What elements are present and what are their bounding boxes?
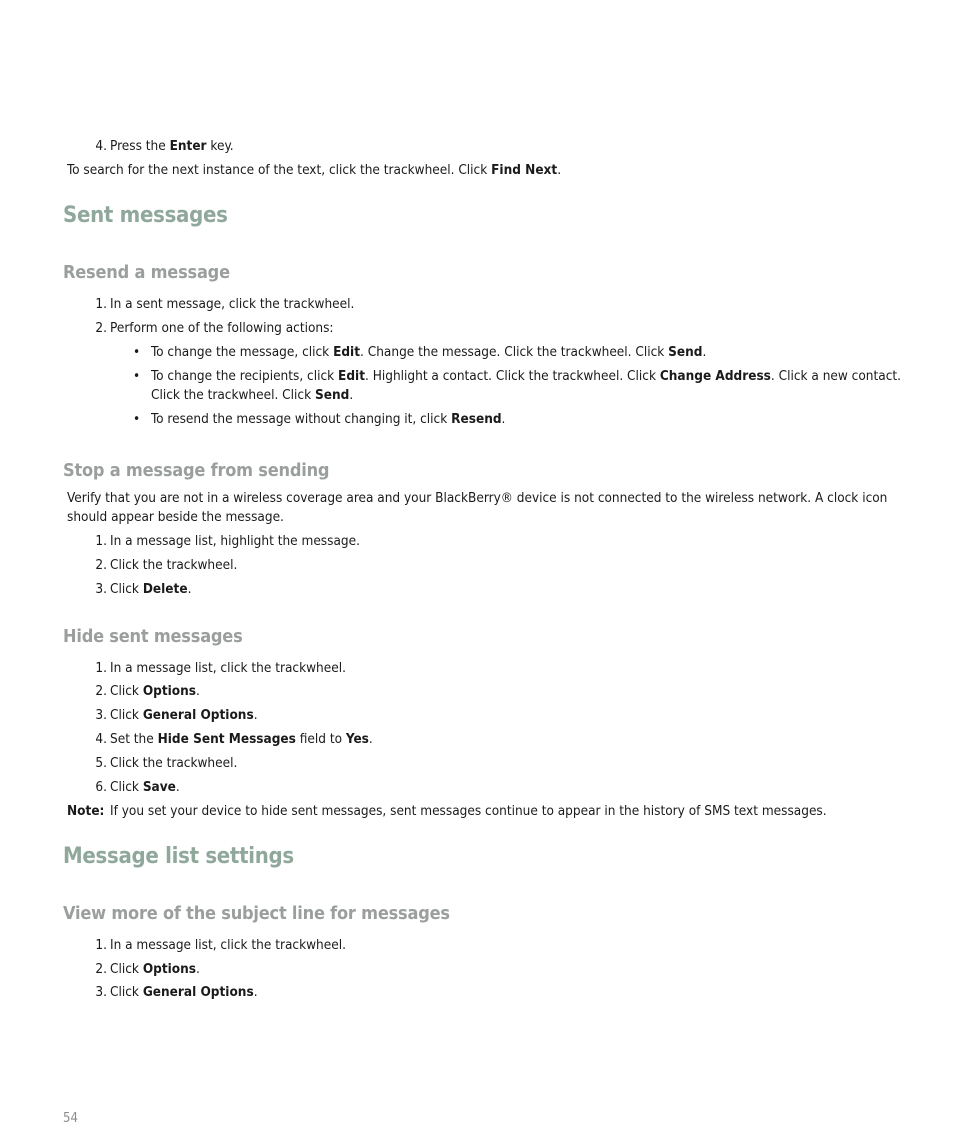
step-number: 2.: [95, 961, 107, 977]
list-item: [87, 138, 234, 154]
subheading-view-more-subject: View more of the subject line for messages: [63, 903, 450, 924]
step-text: Press the Enter key.: [110, 138, 234, 154]
step-number: 2.: [95, 320, 107, 336]
section-heading-message-list-settings: Message list settings: [63, 844, 294, 869]
bullet-text-continuation: Click the trackwheel. Click Send.: [151, 387, 354, 403]
step-text: In a message list, click the trackwheel.: [110, 937, 346, 953]
step-text: Click General Options.: [110, 984, 258, 1000]
step-number: 1.: [95, 660, 107, 676]
note-text: If you set your device to hide sent messages, sent messages continue to appear in the history of SMS text messages.: [110, 803, 827, 819]
step-number: 5.: [95, 755, 107, 771]
note-label: Note:: [67, 803, 105, 819]
step-text: Click Options.: [110, 683, 200, 699]
step-number: 2.: [95, 557, 107, 573]
list-item: [87, 683, 200, 699]
list-item: [87, 961, 200, 977]
step-text: Click the trackwheel.: [110, 755, 238, 771]
list-item: [87, 320, 334, 336]
step-number: 3.: [95, 984, 107, 1000]
search-note: To search for the next instance of the text, click the trackwheel. Click Find Next.: [67, 162, 562, 178]
bullet-text: To resend the message without changing it, click Resend.: [151, 411, 506, 427]
step-number: 1.: [95, 937, 107, 953]
list-item: [87, 557, 238, 573]
step-text: Click Options.: [110, 961, 200, 977]
stop-intro-line: Verify that you are not in a wireless coverage area and your BlackBerry® device is not connected to the wireless network. A clock icon: [67, 490, 888, 506]
subheading-resend-message: Resend a message: [63, 262, 230, 283]
step-number: 3.: [95, 581, 107, 597]
step-text: In a message list, highlight the message.: [110, 533, 360, 549]
bullet-icon: •: [133, 344, 141, 360]
step-text: Perform one of the following actions:: [110, 320, 334, 336]
bullet-text: To change the recipients, click Edit. Highlight a contact. Click the trackwheel. Click Change Address. Click a new contact.: [151, 368, 901, 384]
list-item: [87, 296, 355, 312]
list-item: [87, 707, 258, 723]
list-item: [87, 755, 238, 771]
note: [67, 803, 104, 819]
list-item: [87, 731, 373, 747]
step-text: Click Save.: [110, 779, 180, 795]
list-item: [87, 984, 258, 1000]
step-number: 2.: [95, 683, 107, 699]
list-item: [87, 937, 346, 953]
list-item: [87, 779, 180, 795]
step-number: 1.: [95, 533, 107, 549]
step-text: In a message list, click the trackwheel.: [110, 660, 346, 676]
step-number: 4.: [95, 731, 107, 747]
step-text: In a sent message, click the trackwheel.: [110, 296, 355, 312]
list-item: [87, 581, 192, 597]
step-text: Click the trackwheel.: [110, 557, 238, 573]
step-text: Click General Options.: [110, 707, 258, 723]
step-number: 6.: [95, 779, 107, 795]
bullet-text: To change the message, click Edit. Change the message. Click the trackwheel. Click Send.: [151, 344, 707, 360]
step-number: 4.: [95, 138, 107, 154]
subheading-stop-message: Stop a message from sending: [63, 460, 330, 481]
list-item: [87, 660, 346, 676]
bullet-icon: •: [133, 411, 141, 427]
subheading-hide-sent: Hide sent messages: [63, 626, 243, 647]
section-heading-sent-messages: Sent messages: [63, 203, 228, 228]
list-item: [87, 533, 360, 549]
step-text: Set the Hide Sent Messages field to Yes.: [110, 731, 373, 747]
step-text: Click Delete.: [110, 581, 192, 597]
step-number: 3.: [95, 707, 107, 723]
stop-intro-line: should appear beside the message.: [67, 509, 284, 525]
bullet-icon: •: [133, 368, 141, 384]
page-number: 54: [63, 1111, 78, 1126]
step-number: 1.: [95, 296, 107, 312]
